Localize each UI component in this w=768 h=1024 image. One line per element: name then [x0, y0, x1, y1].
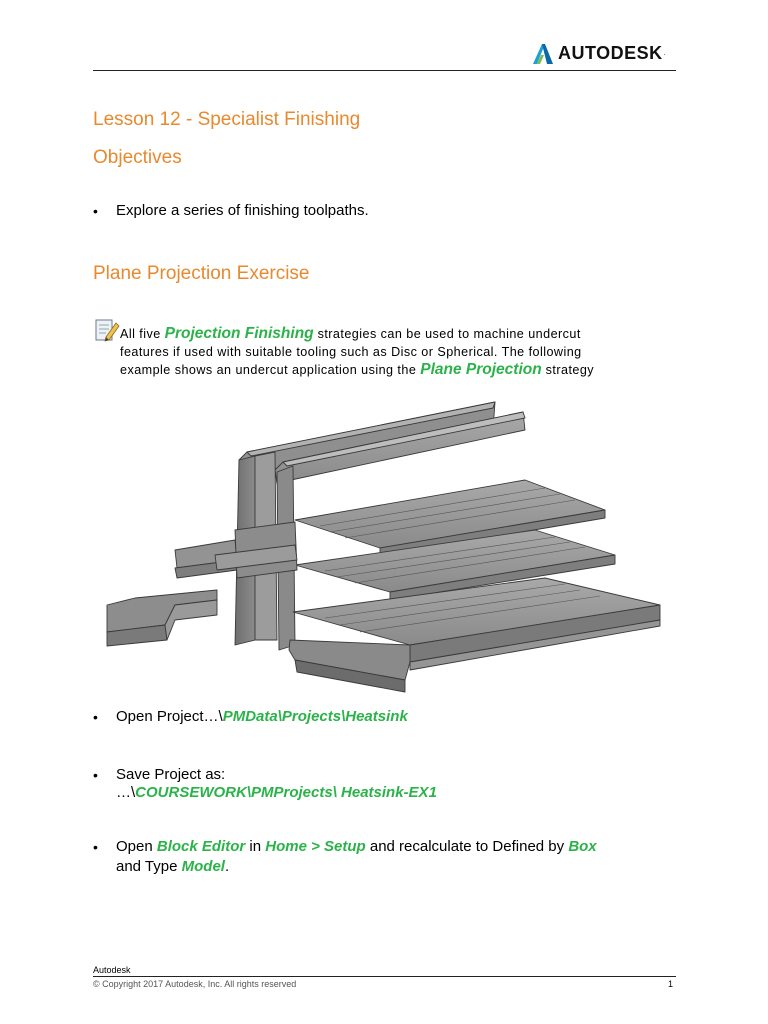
brand-mark: . [663, 49, 666, 57]
note-text: All five [120, 327, 165, 341]
heatsink-model-image [105, 400, 665, 695]
bullet-icon: • [93, 839, 98, 855]
step-text-line2 [116, 857, 229, 877]
box-term: Box [568, 838, 597, 855]
home-setup-term: Home > Setup [265, 838, 366, 855]
exercise-heading: Plane Projection Exercise [93, 263, 310, 284]
brand-name: AUTODESK [558, 42, 663, 63]
bullet-icon: • [93, 203, 98, 219]
objective-text: Explore a series of finishing toolpaths. [116, 202, 369, 219]
step-text-line2 [116, 783, 437, 803]
lesson-title: Lesson 12 - Specialist Finishing [93, 109, 361, 130]
objective-item [93, 201, 673, 221]
objectives-heading: Objectives [93, 147, 182, 168]
footer-rule [93, 976, 676, 977]
copyright-text: © Copyright 2017 Autodesk, Inc. All rights reserved [93, 979, 297, 989]
model-term: Model [181, 858, 225, 875]
plane-projection-term: Plane Projection [420, 361, 542, 378]
step-text: Save Project as: [116, 766, 226, 783]
step-text-plain: in [245, 838, 266, 855]
bullet-icon: • [93, 709, 98, 725]
step-text-plain: and recalculate to Defined by [365, 838, 569, 855]
note-text: strategy [541, 363, 595, 377]
step-text-plain: …\ [116, 784, 136, 801]
step-text-plain: Open [116, 838, 157, 855]
autodesk-logo-icon [531, 42, 555, 64]
block-editor-term: Block Editor [156, 838, 246, 855]
step-save-project [93, 765, 673, 805]
step-text-plain: Open Project…\ [116, 708, 223, 725]
note-line-2: features if used with suitable tooling such as Disc or Spherical. The following [120, 345, 582, 359]
note-block [120, 325, 680, 379]
note-line-3 [120, 361, 680, 379]
save-project-path: COURSEWORK\PMProjects\ Heatsink-EX1 [135, 784, 437, 801]
page-number: 1 [668, 979, 674, 989]
note-text: strategies can be used to machine undercut [313, 327, 581, 341]
step-text-plain: . [224, 858, 230, 875]
note-icon [92, 317, 120, 343]
autodesk-logo [531, 41, 666, 65]
step-open-project [93, 707, 673, 727]
projection-finishing-term: Projection Finishing [164, 325, 314, 342]
step-text [116, 707, 408, 727]
step-block-editor [93, 837, 673, 877]
bullet-icon: • [93, 767, 98, 783]
project-path: PMData\Projects\Heatsink [222, 708, 408, 725]
note-text: example shows an undercut application using the [120, 363, 421, 377]
step-text-plain: and Type [116, 858, 182, 875]
footer-label: Autodesk [93, 965, 131, 975]
step-text [116, 837, 597, 857]
header-rule [93, 70, 676, 71]
note-line-1 [120, 325, 680, 343]
